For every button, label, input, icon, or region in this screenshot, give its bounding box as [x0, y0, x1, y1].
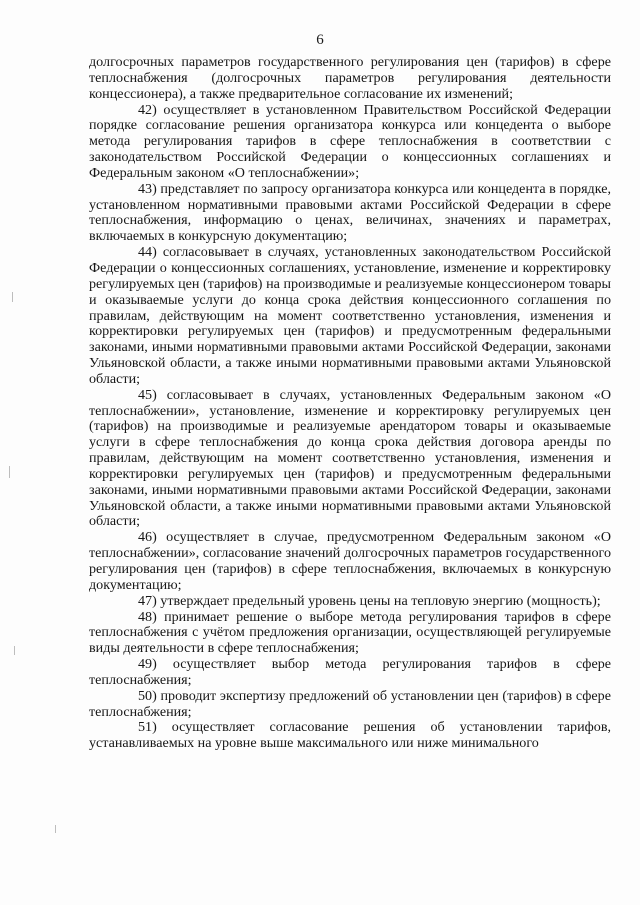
scan-mark — [9, 466, 10, 478]
paragraph-item-45: 45) согласовывает в случаях, установленных Федеральным законом «О теплоснабжении», установление, изменение и корректировку регулируемых цен (тарифов) на производимые и реализуемые арендатором товары и оказываемые услуги в сфере теплоснабжения до конца срока действия договора аренды по правилам, действующим на момент соответственно установления, изменения и корректировки регулируемых цен (тарифов) и предусмотренным федеральными законами, иными нормативными правовыми актами Российской Федерации, законами Ульяновской области, а также иными нормативными правовыми актами Ульяновской области; — [89, 386, 611, 530]
document-body — [89, 55, 611, 752]
scan-mark — [12, 292, 13, 302]
paragraph-continuation: долгосрочных параметров государственного регулирования цен (тарифов) в сфере теплоснабжения (долгосрочных параметров регулирования деятельности концессионера), а также предварительное согласование их изменений; — [89, 54, 611, 102]
scan-mark — [14, 646, 15, 655]
paragraph-item-49: 49) осуществляет выбор метода регулирования тарифов в сфере теплоснабжения; — [89, 656, 611, 688]
paragraph-item-42: 42) осуществляет в установленном Правительством Российской Федерации порядке согласование решения организатора конкурса или концедента о выборе метода регулирования тарифов в сфере теплоснабжения в соответствии с законодательством Российской Федерации о концессионных соглашениях и Федеральным законом «О теплоснабжении»; — [89, 101, 611, 181]
paragraph-item-50: 50) проводит экспертизу предложений об установлении цен (тарифов) в сфере теплоснабжения; — [89, 687, 611, 720]
paragraph-item-44: 44) согласовывает в случаях, установленных законодательством Российской Федерации о концессионных соглашениях, установление, изменение и корректировку регулируемых цен (тарифов) на производимые и реализуемые концессионером товары и оказываемые услуги до конца срока действия концессионного соглашения по правилам, действующим на момент соответственно установления, изменения и корректировки регулируемых цен (тарифов) и предусмотренным федеральными законами, иными нормативными правовыми актами Российской Федерации, законами Ульяновской области, а также иными нормативными правовыми актами Ульяновской области; — [89, 244, 611, 387]
page-number: 6 — [316, 32, 324, 48]
paragraph-item-47: 47) утверждает предельный уровень цены на тепловую энергию (мощность); — [138, 592, 601, 609]
paragraph-item-51: 51) осуществляет согласование решения об установлении тарифов, устанавливаемых на уровне выше максимального или ниже минимального — [89, 719, 611, 752]
paragraph-item-46: 46) осуществляет в случае, предусмотренном Федеральным законом «О теплоснабжении», согласование значений долгосрочных параметров государственного регулирования цен (тарифов) в сфере теплоснабжения, включаемых в конкурсную документацию; — [89, 529, 611, 593]
scan-mark — [55, 825, 56, 833]
paragraph-item-43: 43) представляет по запросу организатора конкурса или концедента в порядке, установленном нормативными правовыми актами Российской Федерации в сфере теплоснабжения, информацию о ценах, величинах, значениях и параметрах, включаемых в конкурсную документацию; — [89, 180, 611, 245]
paragraph-item-48: 48) принимает решение о выборе метода регулирования тарифов в сфере теплоснабжения с учётом предложения организации, осуществляющей регулируемые виды деятельности в сфере теплоснабжения; — [89, 608, 611, 657]
